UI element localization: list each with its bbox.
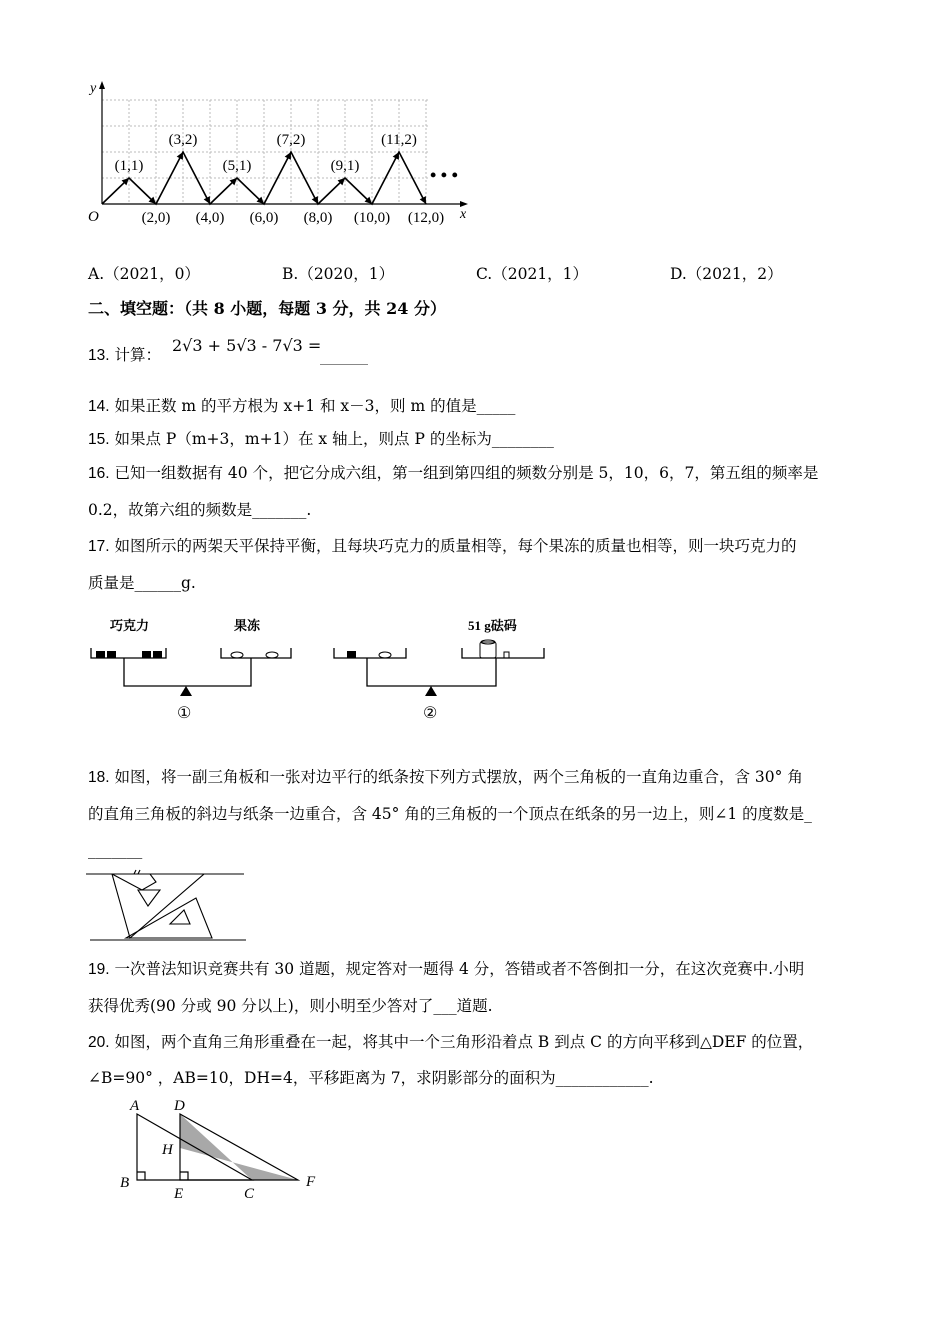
- balance-2: [334, 648, 544, 686]
- question-18-line3: _______: [88, 841, 143, 859]
- label-jelly: 果冻: [234, 618, 261, 633]
- point-label: (5,1): [222, 158, 252, 174]
- point-label: (11,2): [381, 132, 417, 148]
- graph-ellipsis: • • •: [430, 165, 458, 185]
- zigzag-graph: [80, 78, 480, 238]
- question-number: 14.: [88, 398, 110, 415]
- q13-blank: ________: [320, 351, 368, 365]
- point-label: (10,0): [353, 210, 391, 226]
- point-c: C: [244, 1186, 255, 1202]
- point-label: (4,0): [195, 210, 225, 226]
- question-19-line2: 获得优秀(90 分或 90 分以上)，则小明至少答对了___道题.: [88, 997, 493, 1015]
- triangle-plates-figure: [86, 864, 256, 944]
- question-number: 16.: [88, 465, 110, 482]
- point-label: (1,1): [114, 158, 144, 174]
- section-heading: 二、填空题：（共 8 小题，每题 3 分，共 24 分）: [88, 299, 446, 318]
- point-h: H: [162, 1142, 173, 1158]
- question-16-line2: 0.2，故第六组的频数是_______.: [88, 501, 312, 519]
- x-axis-label: x: [460, 207, 467, 222]
- chocolate-piece: [347, 651, 356, 658]
- q13-expression: 2√3 + 5√3 - 7√3 =: [172, 336, 322, 355]
- option-b: B.（2020，1）: [282, 265, 395, 283]
- chocolate-pieces: [96, 651, 162, 658]
- option-a: A.（2021，0）: [88, 265, 200, 283]
- zigzag-point-labels: [115, 132, 445, 226]
- question-20-line2: ∠B=90° ，AB=10，DH=4，平移距离为 7，求阴影部分的面积为____________.: [88, 1069, 654, 1087]
- point-label: (7,2): [276, 132, 306, 148]
- question-19: [88, 959, 804, 980]
- question-number: 20.: [88, 1034, 110, 1051]
- option-d: D.（2021，2）: [670, 265, 783, 283]
- question-18: [88, 767, 803, 788]
- question-number: 19.: [88, 961, 110, 978]
- triangle-abc: [137, 1114, 252, 1180]
- label-weight: 51 g砝码: [468, 618, 517, 633]
- question-13: [88, 345, 161, 366]
- point-d: D: [174, 1098, 185, 1114]
- y-axis-arrow: [99, 81, 105, 89]
- fulcrum-1: [180, 686, 192, 696]
- point-e: E: [174, 1186, 184, 1202]
- question-number: 13.: [88, 347, 110, 364]
- point-label: (12,0): [407, 210, 445, 226]
- point-label: (2,0): [141, 210, 171, 226]
- question-text: 计算：: [114, 346, 162, 364]
- question-text: 已知一组数据有 40 个，把它分成六组，第一组到第四组的频数分别是 5，10，6，7，第五组的频率是: [114, 464, 819, 482]
- question-text: 如图所示的两架天平保持平衡，且每块巧克力的质量相等，每个果冻的质量也相等，则一块巧克力的: [114, 537, 797, 555]
- question-17-line2: 质量是______g.: [88, 574, 196, 592]
- origin-label: O: [88, 209, 99, 225]
- question-number: 15.: [88, 431, 110, 448]
- question-16: [88, 463, 818, 484]
- point-label: (3,2): [168, 132, 198, 148]
- weight-pieces: [480, 640, 509, 658]
- question-15: [88, 429, 554, 450]
- question-17: [88, 536, 797, 557]
- question-text: 如果点 P（m+3，m+1）在 x 轴上，则点 P 的坐标为________: [114, 430, 554, 448]
- point-label: (6,0): [249, 210, 279, 226]
- point-f: F: [306, 1174, 316, 1190]
- jelly-pieces: [231, 652, 278, 658]
- point-label: (8,0): [303, 210, 333, 226]
- question-14: [88, 396, 515, 417]
- balance-1: [91, 648, 291, 686]
- question-text: 一次普法知识竞赛共有 30 道题，规定答对一题得 4 分，答错或者不答倒扣一分，在这次竞赛中.小明: [114, 960, 805, 978]
- question-number: 17.: [88, 538, 110, 555]
- label-chocolate: 巧克力: [110, 618, 150, 633]
- question-text: 如图，将一副三角板和一张对边平行的纸条按下列方式摆放，两个三角板的一直角边重合，含 30° 角: [114, 768, 803, 786]
- y-axis-label: y: [90, 81, 97, 96]
- graph-grid: [102, 100, 428, 204]
- point-a: A: [130, 1098, 140, 1114]
- point-b: B: [120, 1175, 130, 1191]
- question-number: 18.: [88, 769, 110, 786]
- jelly-piece: [379, 652, 391, 658]
- question-text: 如图，两个直角三角形重叠在一起，将其中一个三角形沿着点 B 到点 C 的方向平移到△DEF 的位置，: [114, 1033, 814, 1051]
- option-c: C.（2021，1）: [476, 265, 589, 283]
- balance-figure: [86, 612, 556, 727]
- question-20: [88, 1032, 813, 1053]
- point-label: (9,1): [330, 158, 360, 174]
- balance-2-label: ②: [423, 705, 438, 722]
- balance-1-label: ①: [177, 705, 192, 722]
- fulcrum-2: [425, 686, 437, 696]
- question-18-line2: 的直角三角板的斜边与纸条一边重合，含 45° 角的三角板的一个顶点在纸条的另一边上，则∠1 的度数是_: [88, 805, 812, 823]
- question-text: 如果正数 m 的平方根为 x+1 和 x－3，则 m 的值是_____: [114, 397, 516, 415]
- translation-triangles-figure: [112, 1094, 332, 1206]
